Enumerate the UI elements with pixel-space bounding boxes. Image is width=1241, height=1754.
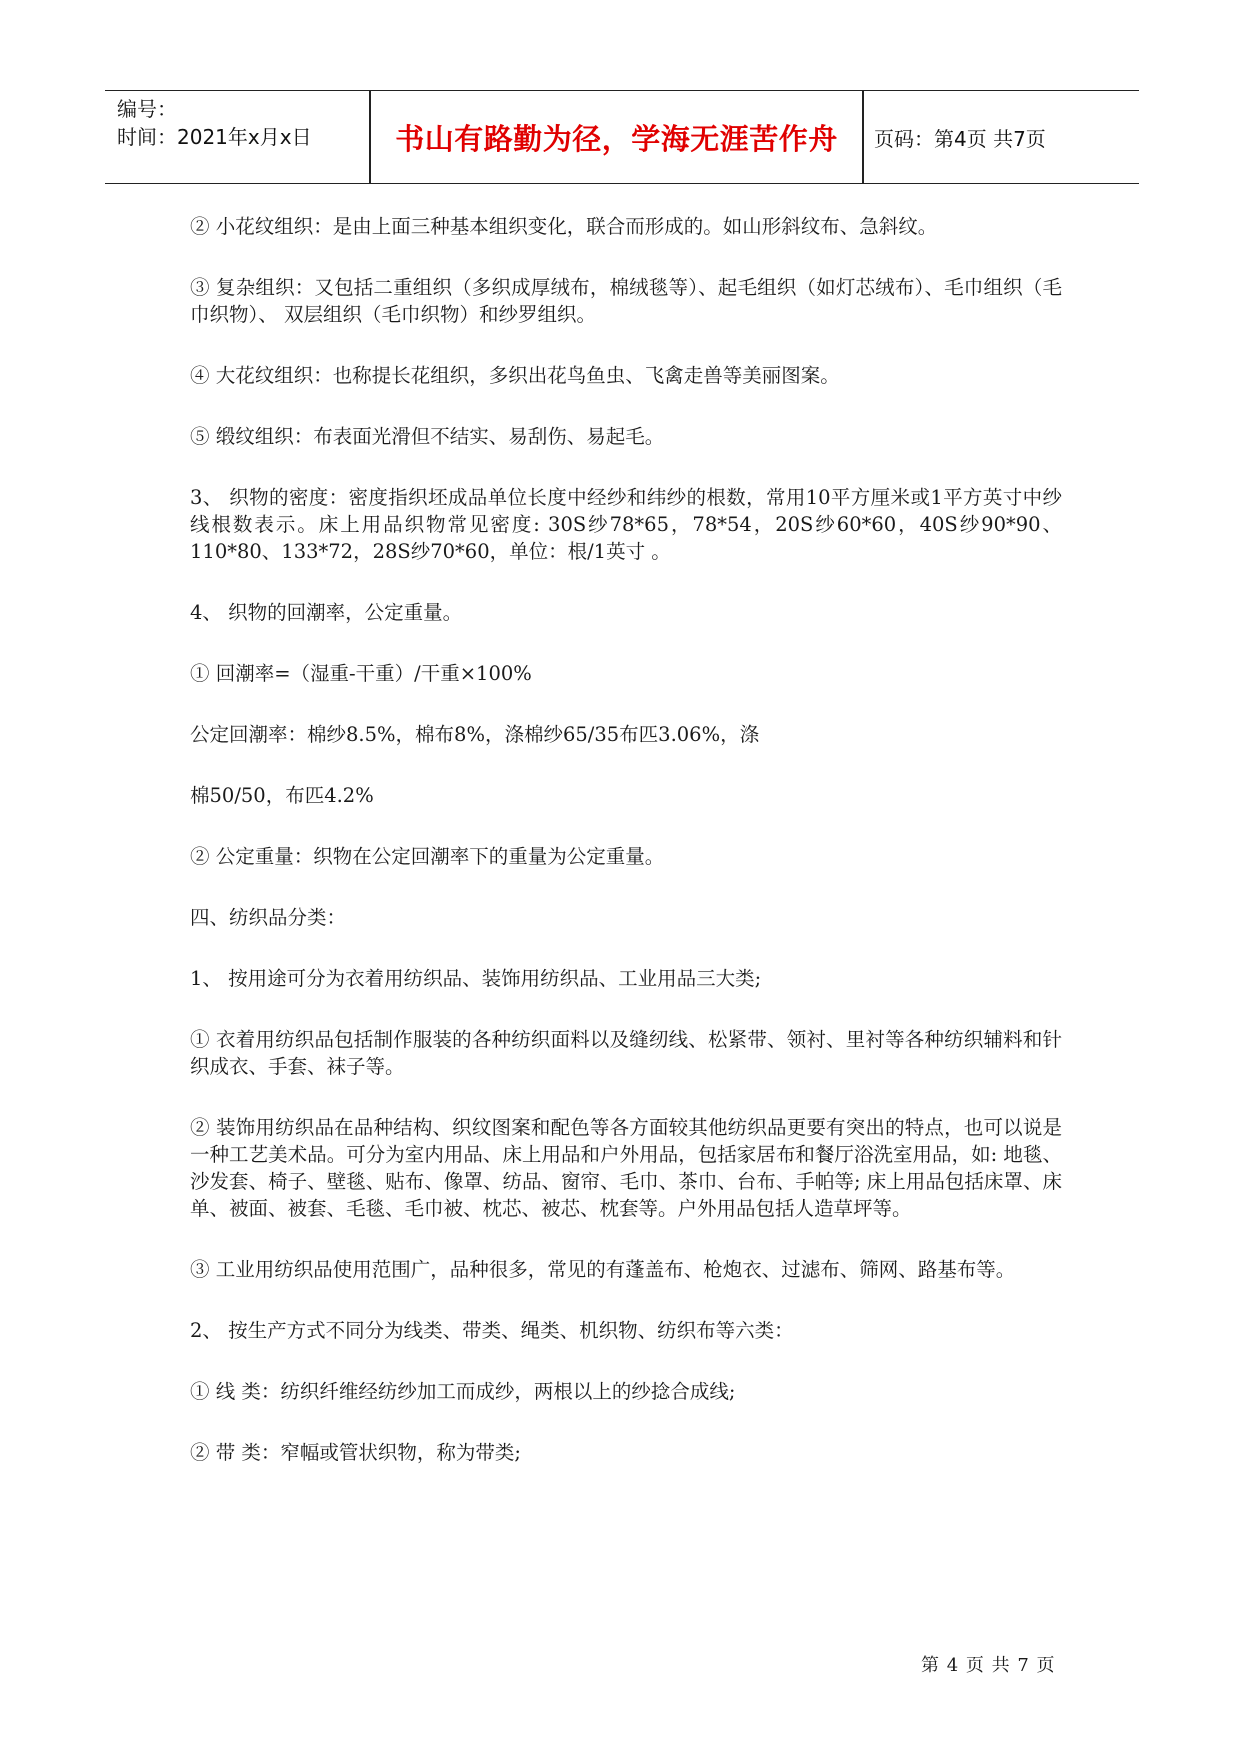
paragraph-standard-weight: ② 公定重量：织物在公定回潮率下的重量为公定重量。	[190, 845, 665, 868]
header-meta	[117, 95, 312, 151]
paragraph-thread-type: ① 线 类：纺织纤维经纺纱加工而成纱，两根以上的纱捻合成线;	[190, 1380, 736, 1403]
paragraph-pattern-small: ② 小花纹组织：是由上面三种基本组织变化，联合而形成的。如山形斜纹布、急斜纹。	[190, 215, 938, 238]
paragraph-moisture-standard: 公定回潮率：棉纱8.5%，棉布8%，涤棉纱65/35布匹3.06%，涤	[190, 723, 760, 746]
paragraph-density: 3、 织物的密度：密度指织坯成品单位长度中经纱和纬纱的根数，常用10平方厘米或1平方英寸中纱线根数表示。床上用品织物常见密度: 30S纱78*65，78*54，20S纱60*60，40S纱90*90、110*80、133*72，28S纱70*60，单位：根/1英寸 。	[190, 486, 1062, 563]
paragraph-pattern-complex: ③ 复杂组织：又包括二重组织（多织成厚绒布，棉绒毯等）、起毛组织（如灯芯绒布）、毛巾组织（毛巾织物）、 双层组织（毛巾织物）和纱罗组织。	[190, 276, 1062, 326]
paragraph-pattern-satin: ⑤ 缎纹组织：布表面光滑但不结实、易刮伤、易起毛。	[190, 425, 665, 448]
paragraph-moisture-standard-cont: 棉50/50，布匹4.2%	[190, 784, 374, 807]
paragraph-clothing-textiles: ① 衣着用纺织品包括制作服装的各种纺织面料以及缝纫线、松紧带、领衬、里衬等各种纺织辅料和针织成衣、手套、袜子等。	[190, 1028, 1062, 1078]
paragraph-by-usage: 1、 按用途可分为衣着用纺织品、装饰用纺织品、工业用品三大类;	[190, 967, 762, 990]
paragraph-moisture-heading: 4、 织物的回潮率，公定重量。	[190, 601, 463, 624]
paragraph-by-production: 2、 按生产方式不同分为线类、带类、绳类、机织物、纺织布等六类：	[190, 1319, 794, 1342]
time-label: 时间：2021年x月x日	[117, 125, 312, 149]
paragraph-moisture-formula: ① 回潮率=（湿重-干重）/干重×100%	[190, 662, 532, 685]
paragraph-pattern-large: ④ 大花纹组织：也称提长花组织，多织出花鸟鱼虫、飞禽走兽等美丽图案。	[190, 364, 840, 387]
header-motto: 书山有路勤为径，学海无涯苦作舟	[395, 121, 838, 156]
header-divider	[862, 91, 864, 183]
paragraph-decorative-textiles: ② 装饰用纺织品在品种结构、织纹图案和配色等各方面较其他纺织品更要有突出的特点，也可以说是一种工艺美术品。可分为室内用品、床上用品和户外用品，包括家居布和餐厅浴洗室用品，如: 地毯、沙发套、椅子、壁毯、贴布、像罩、纺品、窗帘、毛巾、茶巾、台布、手帕等; 床上用品包括床罩、床单、被面、被套、毛毯、毛巾被、枕芯、被芯、枕套等。户外用品包括人造草坪等。	[190, 1116, 1062, 1220]
header-page-info: 页码：第4页 共7页	[874, 126, 1046, 151]
paragraph-band-type: ② 带 类：窄幅或管状织物，称为带类;	[190, 1441, 521, 1464]
page-header	[105, 90, 1139, 184]
paragraph-industrial-textiles: ③ 工业用纺织品使用范围广，品种很多，常见的有蓬盖布、枪炮衣、过滤布、筛网、路基布等。	[190, 1258, 1016, 1281]
document-body	[190, 213, 1062, 1500]
number-label: 编号：	[117, 97, 177, 121]
page-footer: 第 4 页 共 7 页	[921, 1655, 1056, 1676]
section-heading-classification: 四、纺织品分类：	[190, 906, 347, 929]
